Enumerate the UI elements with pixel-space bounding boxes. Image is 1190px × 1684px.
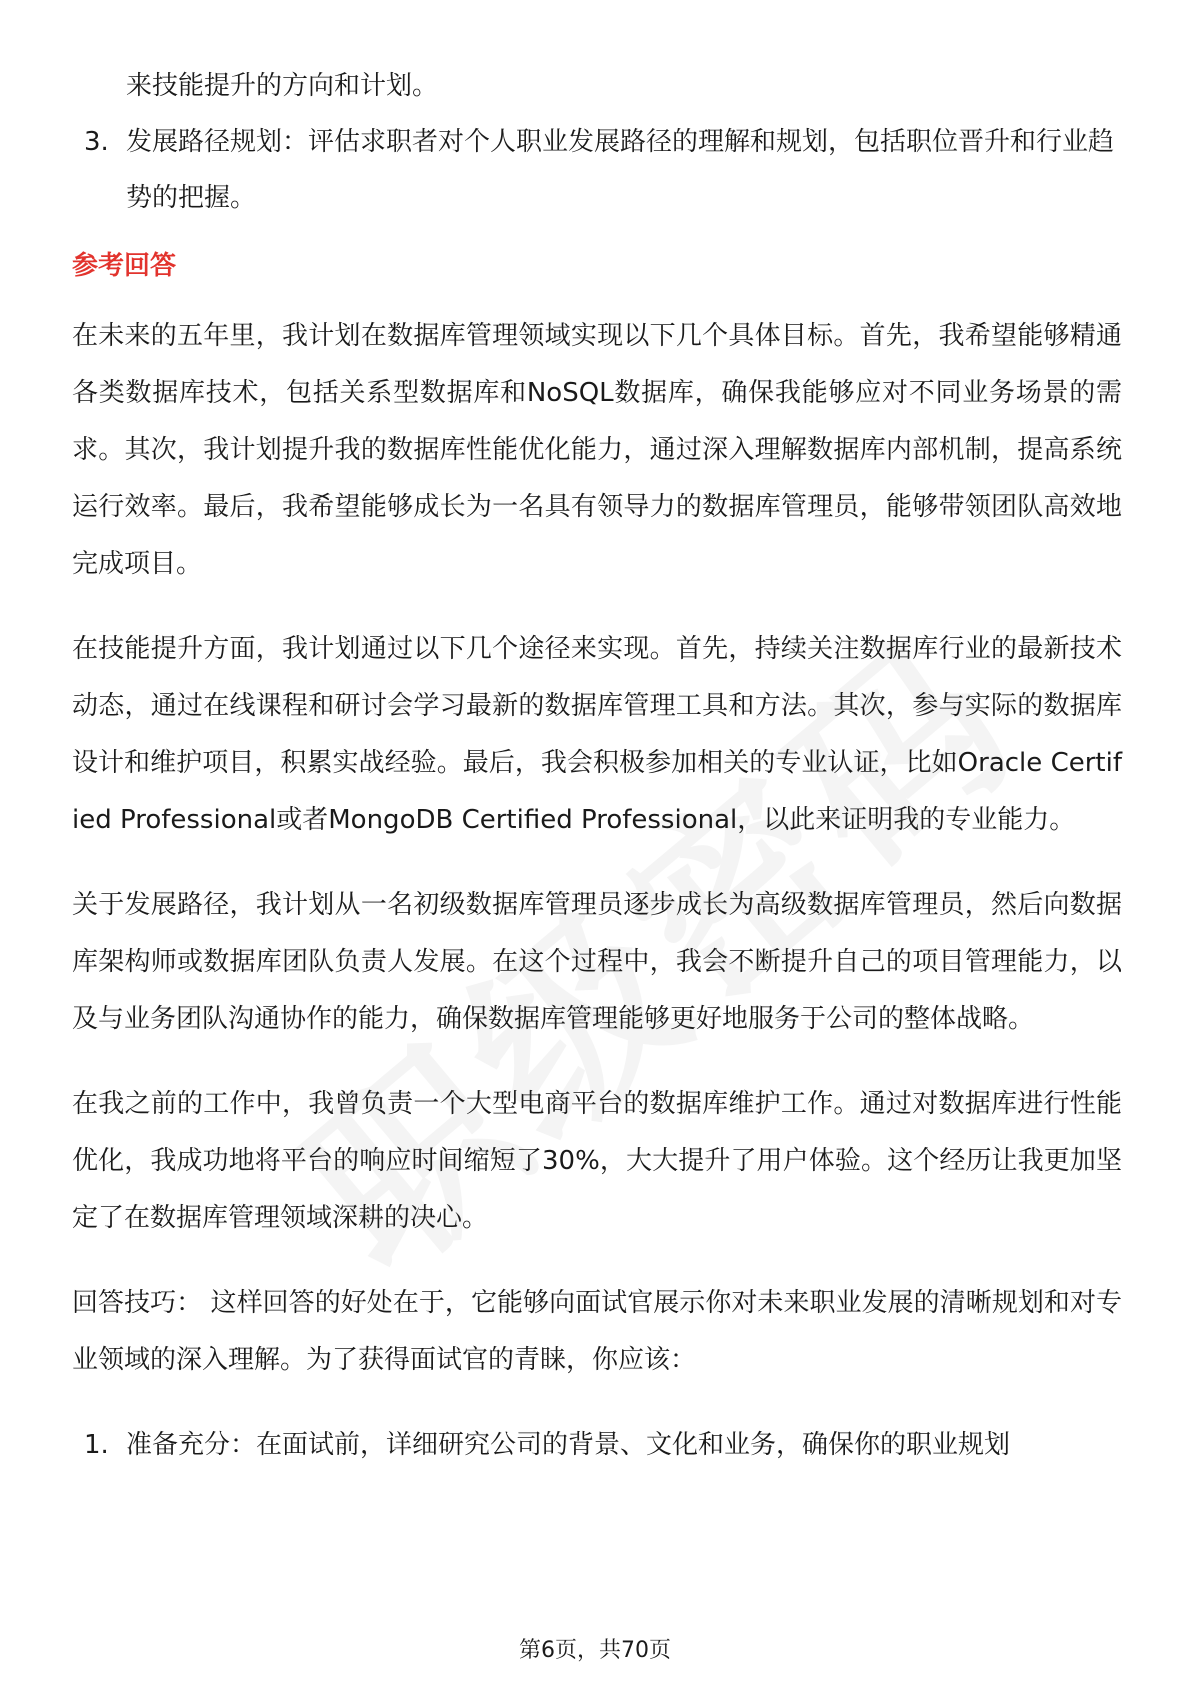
list-item-text: 准备充分：在面试前，详细研究公司的背景、文化和业务，确保你的职业规划 bbox=[126, 1430, 1011, 1460]
list-item-text: 发展路径规划：评估求职者对个人职业发展路径的理解和规划，包括职位晋升和行业趋势的把握。 bbox=[126, 127, 1115, 213]
page-footer: 第6页，共70页 bbox=[519, 1638, 671, 1663]
list-item bbox=[72, 114, 1122, 226]
list-item bbox=[72, 1417, 1122, 1473]
document-page bbox=[72, 58, 1122, 1473]
list-number: 1. bbox=[84, 1430, 109, 1460]
answer-paragraph-experience: 在我之前的工作中，我曾负责一个大型电商平台的数据库维护工作。通过对数据库进行性能优化，我成功地将平台的响应时间缩短了30%，大大提升了用户体验。这个经历让我更加坚定了在数据库管理领域深耕的决心。 bbox=[72, 1089, 1122, 1233]
list-number: 3. bbox=[84, 127, 109, 157]
section-heading: 参考回答 bbox=[72, 251, 177, 281]
answer-paragraph-path: 关于发展路径，我计划从一名初级数据库管理员逐步成长为高级数据库管理员，然后向数据库架构师或数据库团队负责人发展。在这个过程中，我会不断提升自己的项目管理能力，以及与业务团队沟通协作的能力，确保数据库管理能够更好地服务于公司的整体战略。 bbox=[72, 890, 1122, 1034]
tips-list bbox=[72, 1417, 1122, 1473]
answer-paragraph-goals: 在未来的五年里，我计划在数据库管理领域实现以下几个具体目标。首先，我希望能够精通各类数据库技术，包括关系型数据库和NoSQL数据库，确保我能够应对不同业务场景的需求。其次，我计划提升我的数据库性能优化能力，通过深入理解数据库内部机制，提高系统运行效率。最后，我希望能够成长为一名具有领导力的数据库管理员，能够带领团队高效地完成项目。 bbox=[72, 321, 1122, 579]
answer-paragraph-skills: 在技能提升方面，我计划通过以下几个途径来实现。首先，持续关注数据库行业的最新技术动态，通过在线课程和研讨会学习最新的数据库管理工具和方法。其次，参与实际的数据库设计和维护项目，积累实战经验。最后，我会积极参加相关的专业认证，比如Oracle Certified Professional或者MongoDB Certified Professional，以此来证明我的专业能力。 bbox=[72, 634, 1122, 835]
list-item-continuation: 来技能提升的方向和计划。 bbox=[126, 71, 439, 101]
criteria-list bbox=[72, 114, 1122, 226]
answer-tips-paragraph: 回答技巧： 这样回答的好处在于，它能够向面试官展示你对未来职业发展的清晰规划和对专业领域的深入理解。为了获得面试官的青睐，你应该： bbox=[72, 1288, 1122, 1375]
